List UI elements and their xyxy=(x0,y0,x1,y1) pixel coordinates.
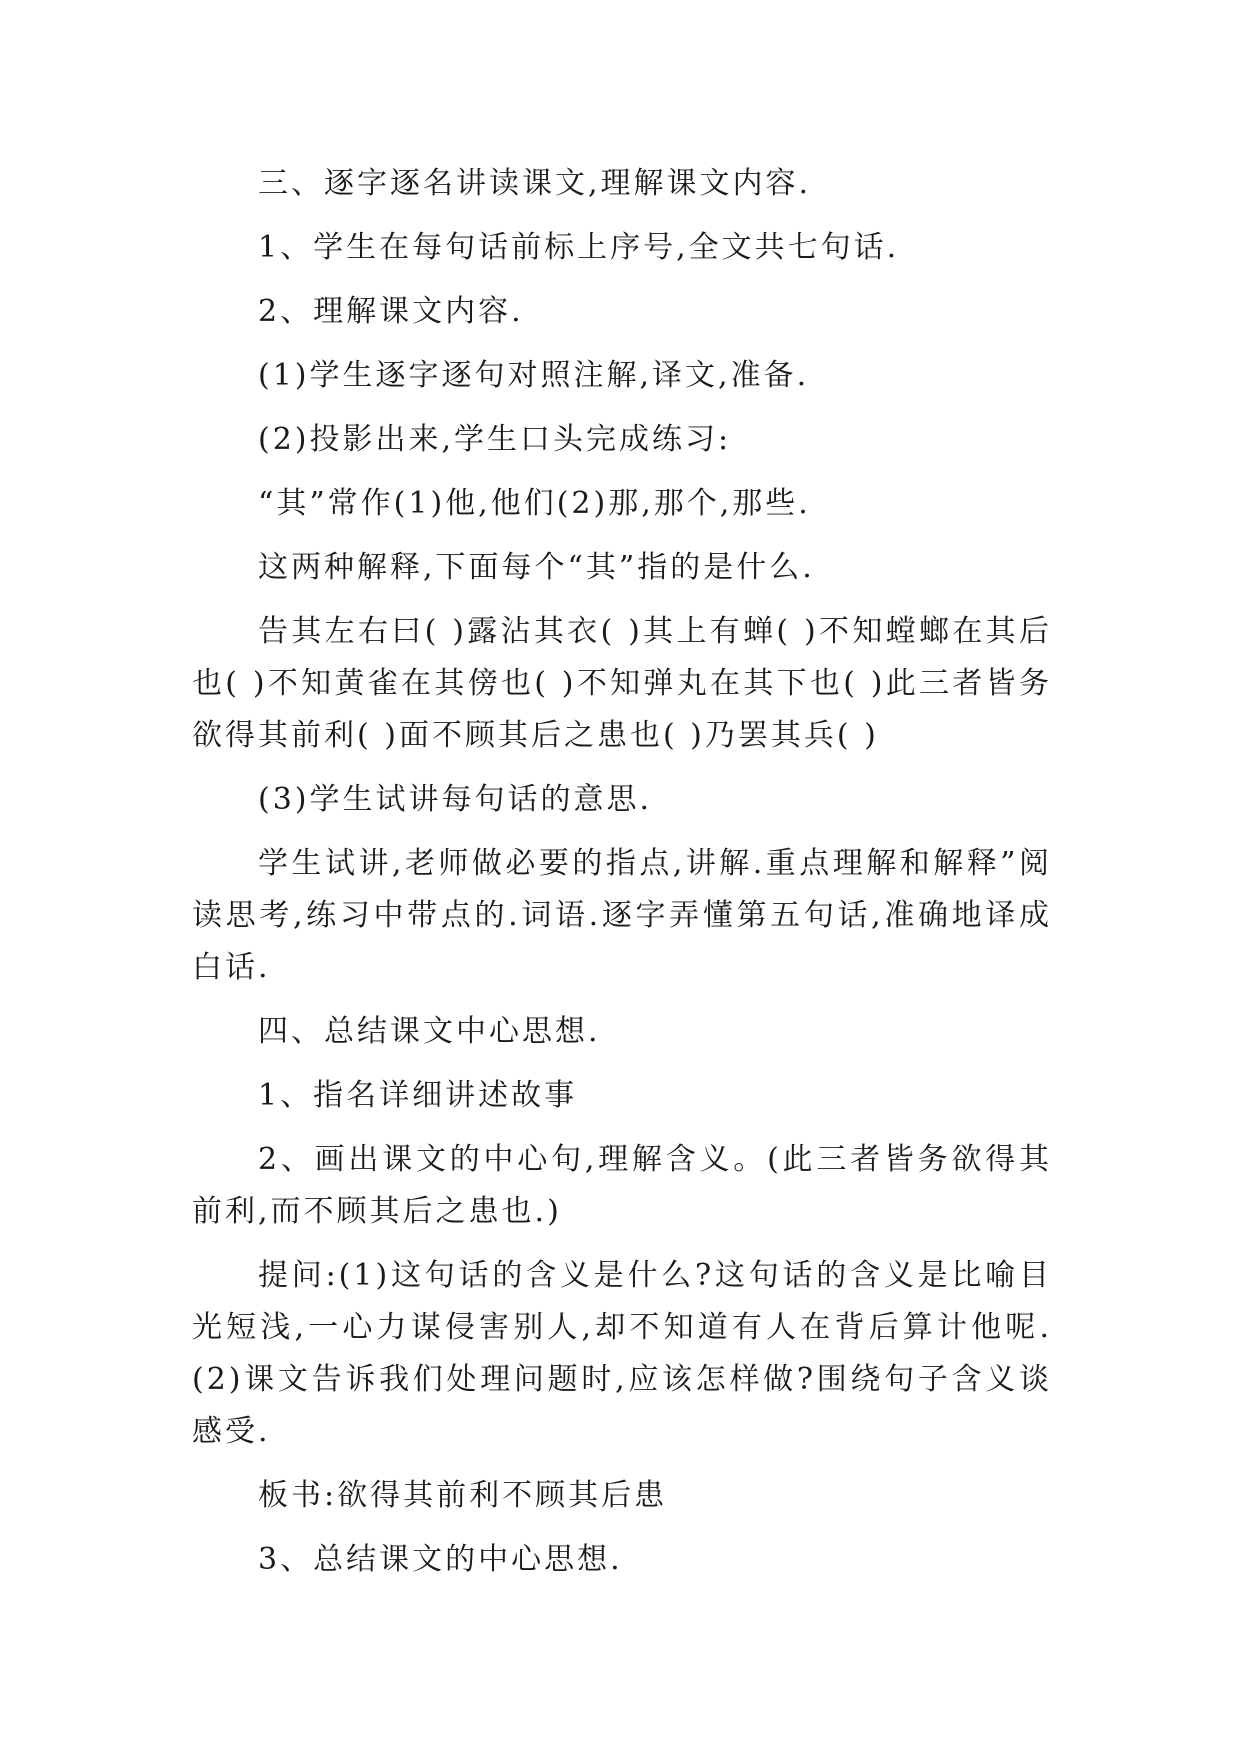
paragraph-questions: 提问:(1)这句话的含义是什么?这句话的含义是比喻目光短浅,一心力谋侵害别人,却不知道有人在背后算计他呢.(2)课文告诉我们处理问题时,应该怎样做?围绕句子含义谈感受. xyxy=(192,1258,1052,1449)
paragraph-blackboard: 板书:欲得其前利不顾其后患 xyxy=(258,1478,668,1513)
paragraph-retell-story: 1、指名详细讲述故事 xyxy=(258,1078,578,1113)
paragraph-step-1: 1、学生在每句话前标上序号,全文共七句话. xyxy=(258,230,900,265)
paragraph-section-three-heading: 三、逐字逐名讲读课文,理解课文内容. xyxy=(258,166,812,201)
paragraph-trial-explanation: 学生试讲,老师做必要的指点,讲解.重点理解和解释”阅读思考,练习中带点的.词语.逐字弄懂第五句话,准确地译成白话. xyxy=(192,846,1052,985)
paragraph-substep-2: (2)投影出来,学生口头完成练习: xyxy=(258,422,732,457)
document-body xyxy=(192,158,1052,1598)
paragraph-step-2: 2、理解课文内容. xyxy=(258,294,524,329)
paragraph-substep-1: (1)学生逐字逐句对照注解,译文,准备. xyxy=(258,358,810,393)
paragraph-qi-meanings: “其”常作(1)他,他们(2)那,那个,那些. xyxy=(258,486,811,521)
paragraph-substep-3: (3)学生试讲每句话的意思. xyxy=(258,782,653,817)
paragraph-summary: 3、总结课文的中心思想. xyxy=(258,1542,623,1577)
paragraph-central-sentence: 2、画出课文的中心句,理解含义。(此三者皆务欲得其前利,而不顾其后之患也.) xyxy=(192,1142,1052,1229)
paragraph-section-four-heading: 四、总结课文中心思想. xyxy=(258,1014,601,1049)
paragraph-qi-question: 这两种解释,下面每个“其”指的是什么. xyxy=(258,550,815,585)
paragraph-qi-exercise: 告其左右曰( )露沾其衣( )其上有蝉( )不知螳螂在其后也( )不知黄雀在其傍也( )不知弹丸在其下也( )此三者皆务欲得其前利( )面不顾其后之患也( )乃罢其兵( ) xyxy=(192,614,1052,753)
